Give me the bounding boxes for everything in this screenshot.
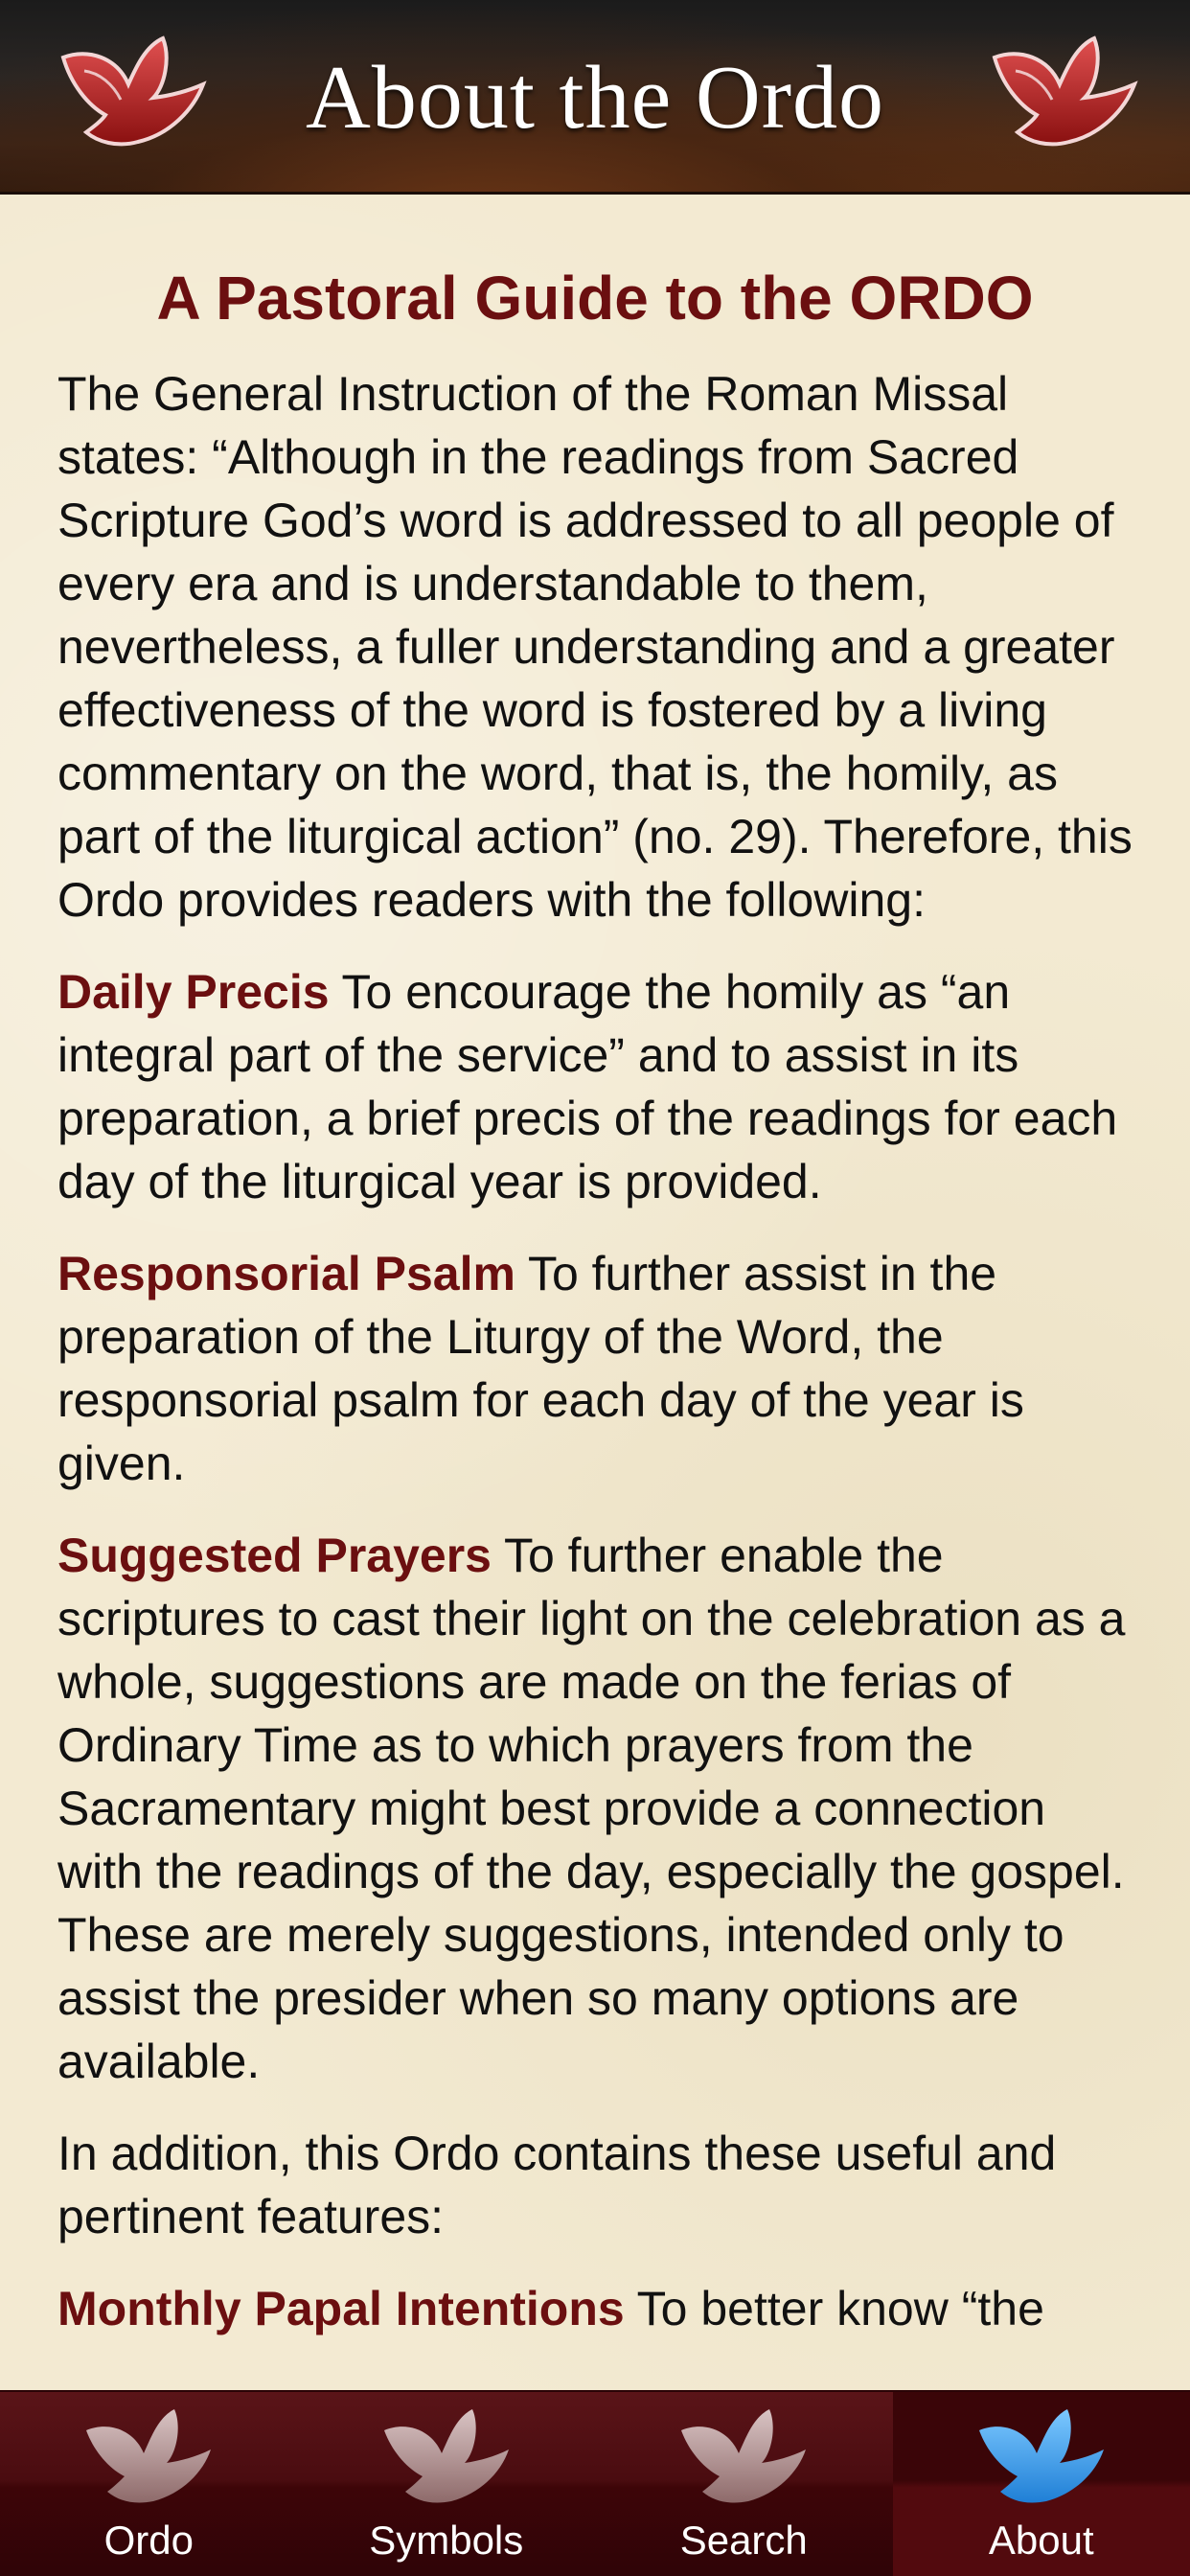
- dove-icon: [981, 29, 1144, 163]
- tab-label: Ordo: [103, 2518, 194, 2563]
- page-title: About the Ordo: [305, 48, 885, 148]
- guide-title: A Pastoral Guide to the ORDO: [156, 264, 1034, 333]
- tab-about[interactable]: [893, 2392, 1190, 2576]
- section-heading: Responsorial Psalm: [57, 1247, 515, 1301]
- tab-label: Search: [679, 2518, 808, 2563]
- tab-bar: [0, 2390, 1190, 2576]
- addition-paragraph: In addition, this Ordo contains these useful and pertinent features:: [57, 2127, 1057, 2244]
- section-daily-precis: [57, 960, 1133, 1213]
- dove-icon: [672, 2402, 815, 2517]
- tab-symbols[interactable]: [298, 2392, 596, 2576]
- dove-icon: [970, 2402, 1113, 2517]
- tab-search[interactable]: [595, 2392, 893, 2576]
- about-content[interactable]: [0, 197, 1190, 2390]
- tab-label: Symbols: [369, 2518, 524, 2563]
- section-heading: Monthly Papal Intentions: [57, 2282, 625, 2336]
- section-heading: Suggested Prayers: [57, 1529, 492, 1583]
- intro-paragraph: The General Instruction of the Roman Missal states: “Although in the readings from Sacred Scripture God’s word is addressed to all people of every era and is understandable to them, nevertheless, a fuller understanding and a greater effectiveness of the word is fostered by a living commentary on the word, that is, the homily, as part of the liturgical action” (no. 29). Therefore, this Ordo provides readers with the following:: [57, 367, 1133, 928]
- tab-label: About: [988, 2518, 1094, 2563]
- tab-ordo[interactable]: [0, 2392, 298, 2576]
- dove-icon: [77, 2402, 220, 2517]
- section-text: To encourage the homily as “an integral part of the service” and to assist in its preparation, a brief precis of the readings for each day of the liturgical year is provided.: [57, 965, 1118, 1209]
- dove-icon: [375, 2402, 518, 2517]
- section-text: To further enable the scriptures to cast their light on the celebration as a whole, suggestions are made on the ferias of Ordinary Time as to which prayers from the Sacramentary might best provide a connection with the readings of the day, especially the gospel. These are merely suggestions, intended only to assist the presider when so many options are available.: [57, 1529, 1126, 2089]
- section-heading: Daily Precis: [57, 965, 330, 1020]
- section-suggested-prayers: [57, 1524, 1133, 2093]
- section-monthly-papal-intentions: [57, 2277, 1133, 2340]
- section-text: To further assist in the preparation of the Liturgy of the Word, the responsorial psalm for each day of the year is given.: [57, 1247, 1024, 1491]
- section-responsorial-psalm: [57, 1242, 1133, 1495]
- section-text: To better know “the: [624, 2282, 1044, 2336]
- header-bar: [0, 0, 1190, 195]
